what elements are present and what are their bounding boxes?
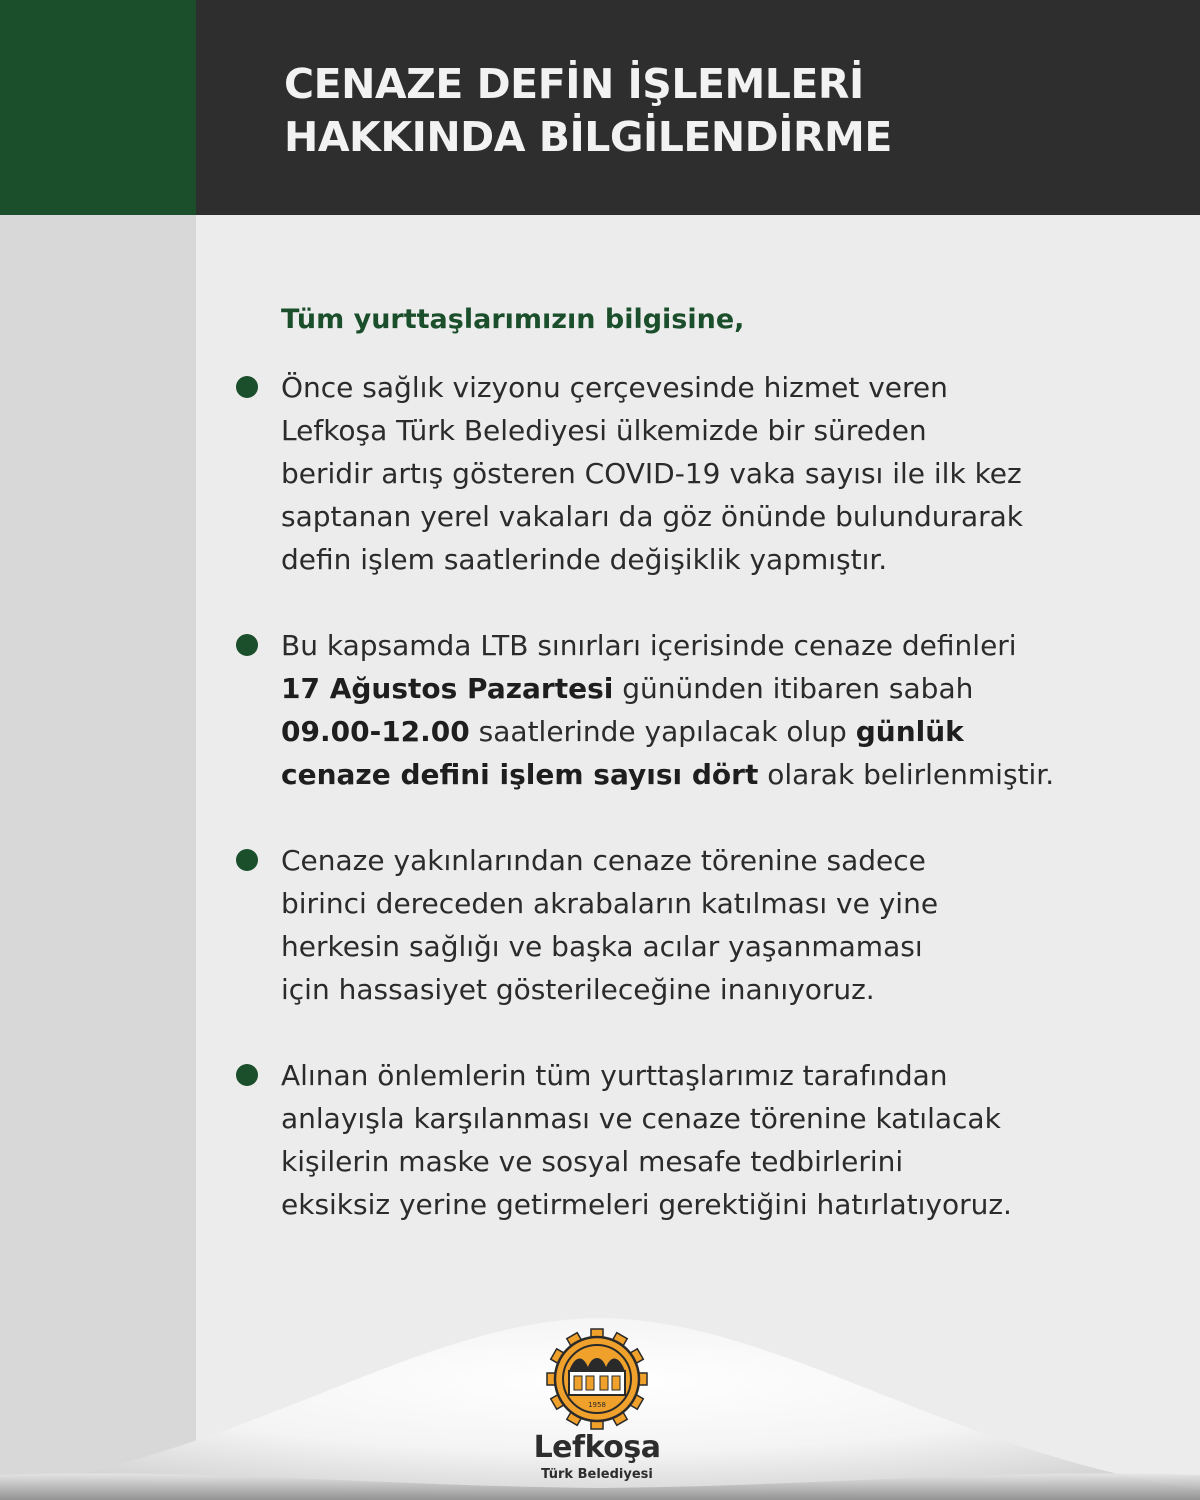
announcement-text — [281, 624, 1155, 796]
text-line: kişilerin maske ve sosyal mesafe tedbirlerini — [281, 1145, 904, 1178]
bullet-dot-icon — [236, 376, 258, 398]
title-line-2: HAKKINDA BİLGİLENDİRME — [284, 113, 892, 161]
text-line: Alınan önlemlerin tüm yurttaşlarımız tarafından — [281, 1059, 948, 1092]
text-fragment: saatlerinde yapılacak olup — [469, 715, 856, 748]
page-title — [284, 58, 892, 164]
time-highlight: 09.00-12.00 — [281, 715, 470, 748]
text-line: saptanan yerel vakaları da göz önünde bulundurarak — [281, 500, 1024, 533]
count-highlight-start: günlük — [855, 715, 964, 748]
logo-name: Lefkoşa — [533, 1430, 661, 1465]
text-line: herkesin sağlığı ve başka acılar yaşanmaması — [281, 930, 923, 963]
text-line — [281, 667, 1155, 710]
title-line-1: CENAZE DEFİN İŞLEMLERİ — [284, 60, 864, 108]
announcement-text — [281, 366, 1155, 581]
text-line: beridir artış gösteren COVID-19 vaka sayısı ile ilk kez — [281, 457, 1022, 490]
text-line — [281, 710, 1155, 753]
announcement-text — [281, 1054, 1155, 1226]
date-highlight: 17 Ağustos Pazartesi — [281, 672, 614, 705]
announcement-list — [235, 366, 1155, 1226]
header-banner — [196, 0, 1200, 215]
text-line: defin işlem saatlerinde değişiklik yapmıştır. — [281, 543, 888, 576]
text-line: anlayışla karşılanması ve cenaze törenine katılacak — [281, 1102, 1001, 1135]
bullet-dot-icon — [236, 849, 258, 871]
bullet-dot-icon — [236, 634, 258, 656]
count-highlight: cenaze defini işlem sayısı dört — [281, 758, 759, 791]
announcement-item — [235, 366, 1155, 581]
announcement-item — [235, 624, 1155, 796]
text-fragment: gününden itibaren sabah — [613, 672, 974, 705]
text-line: Lefkoşa Türk Belediyesi ülkemizde bir süreden — [281, 414, 927, 447]
text-line: birinci dereceden akrabaların katılması ve yine — [281, 887, 939, 920]
text-line: Önce sağlık vizyonu çerçevesinde hizmet veren — [281, 371, 948, 404]
announcement-item — [235, 1054, 1155, 1226]
text-line: için hassasiyet gösterileceğine inanıyoruz. — [281, 973, 875, 1006]
logo-subtitle: Türk Belediyesi — [541, 1467, 653, 1482]
municipality-seal-logo — [536, 1327, 658, 1437]
greeting-heading: Tüm yurttaşlarımızın bilgisine, — [281, 304, 745, 335]
text-line: eksiksiz yerine getirmeleri gerektiğini hatırlatıyoruz. — [281, 1188, 1012, 1221]
announcement-text — [281, 839, 1155, 1011]
green-accent-block — [0, 0, 196, 215]
text-line: Bu kapsamda LTB sınırları içerisinde cenaze definleri — [281, 629, 1017, 662]
text-line — [281, 753, 1155, 796]
logo-year: 1958 — [588, 1401, 606, 1409]
left-side-band — [0, 0, 196, 1500]
text-line: Cenaze yakınlarından cenaze törenine sadece — [281, 844, 926, 877]
announcement-item — [235, 839, 1155, 1011]
bullet-dot-icon — [236, 1064, 258, 1086]
text-fragment: olarak belirlenmiştir. — [758, 758, 1055, 791]
